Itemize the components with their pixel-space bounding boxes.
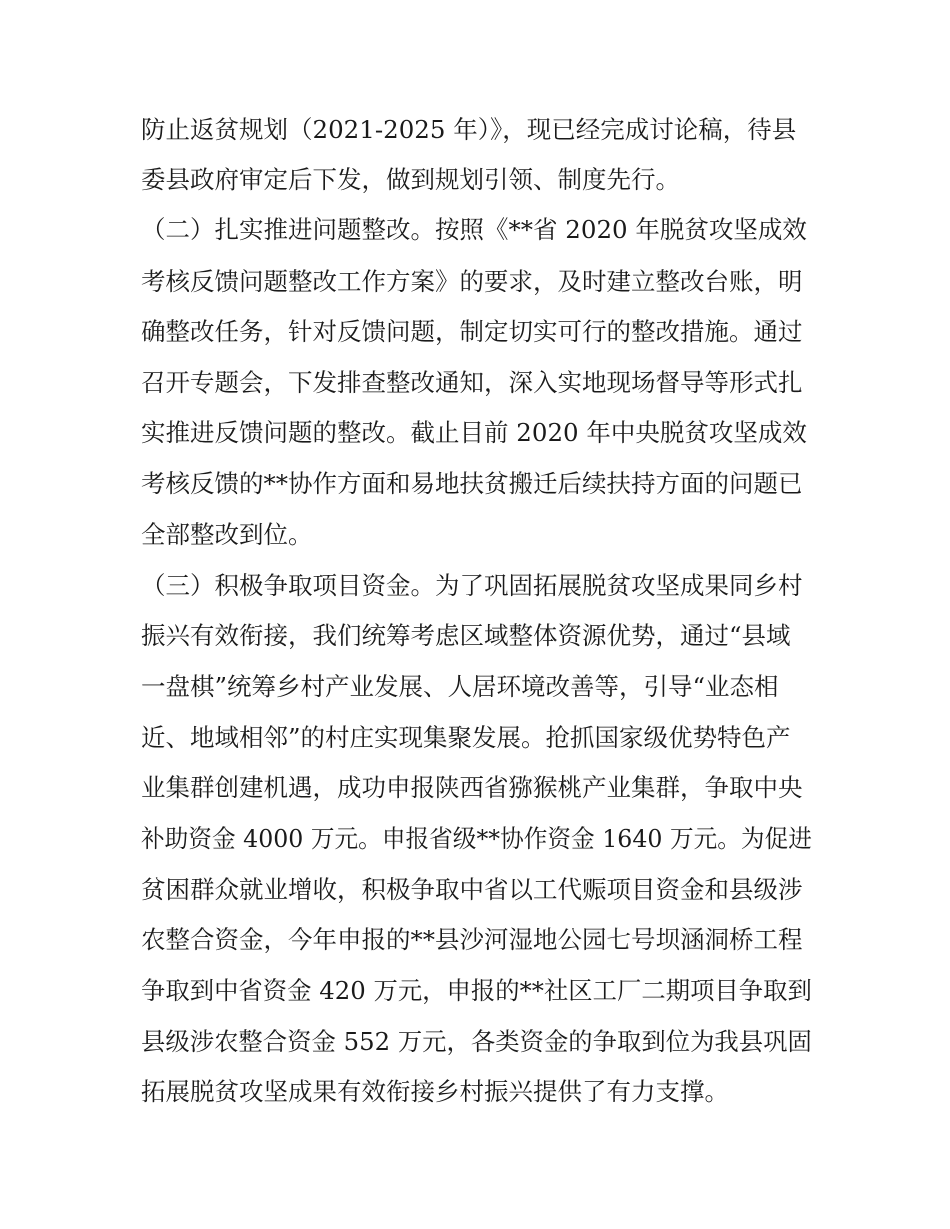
text-line: 召开专题会，下发排查整改通知，深入实地现场督导等形式扎 (141, 368, 803, 397)
text-line: 农整合资金，今年申报的**县沙河湿地公园七号坝涵洞桥工程 (141, 925, 803, 954)
text-line: 振兴有效衔接，我们统筹考虑区域整体资源优势，通过“县域 (141, 621, 791, 650)
text-line: （二）扎实推进问题整改。按照《**省 2020 年脱贫攻坚成效 (141, 215, 807, 244)
text-line: 拓展脱贫攻坚成果有效衔接乡村振兴提供了有力支撑。 (141, 1077, 729, 1106)
text-line: 一盘棋”统筹乡村产业发展、人居环境改善等，引导“业态相 (141, 672, 779, 701)
text-line: 防止返贫规划（2021-2025 年）》，现已经完成讨论稿，待县 (141, 115, 797, 144)
text-line: 县级涉农整合资金 552 万元，各类资金的争取到位为我县巩固 (141, 1027, 812, 1056)
text-line: 贫困群众就业增收，积极争取中省以工代赈项目资金和县级涉 (141, 875, 803, 904)
text-line: 全部整改到位。 (141, 520, 313, 549)
text-line: 争取到中省资金 420 万元，申报的**社区工厂二期项目争取到 (141, 976, 812, 1005)
text-line: 实推进反馈问题的整改。截止目前 2020 年中央脱贫攻坚成效 (141, 418, 807, 447)
text-line: 近、地域相邻”的村庄实现集聚发展。抢抓国家级优势特色产 (141, 723, 791, 752)
text-line: 考核反馈问题整改工作方案》的要求，及时建立整改台账，明 (141, 267, 803, 296)
text-line: 考核反馈的**协作方面和易地扶贫搬迁后续扶持方面的问题已 (141, 469, 803, 498)
text-line: 补助资金 4000 万元。申报省级**协作资金 1640 万元。为促进 (141, 824, 812, 853)
text-line: 确整改任务，针对反馈问题，制定切实可行的整改措施。通过 (141, 317, 803, 346)
text-line: （三）积极争取项目资金。为了巩固拓展脱贫攻坚成果同乡村 (141, 571, 803, 600)
text-line: 业集群创建机遇，成功申报陕西省猕猴桃产业集群，争取中央 (141, 773, 803, 802)
text-line: 委县政府审定后下发，做到规划引领、制度先行。 (141, 165, 680, 194)
